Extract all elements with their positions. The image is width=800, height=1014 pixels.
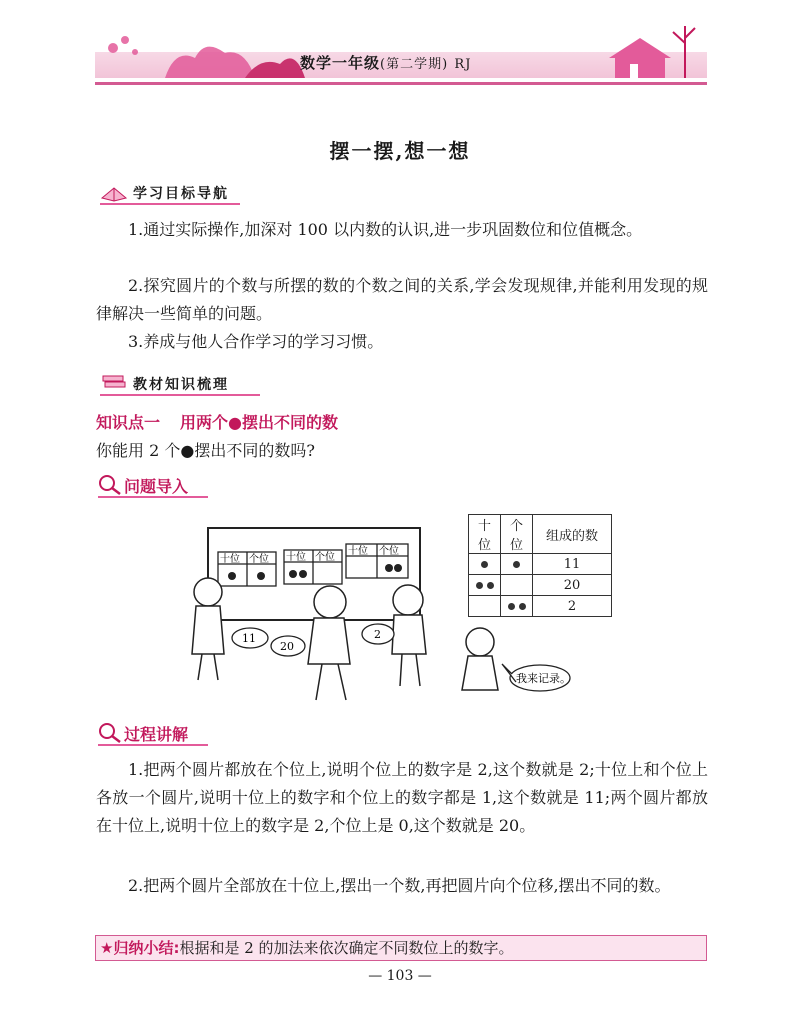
table-row [469, 575, 612, 596]
goal-item: 2.探究圆片的个数与所摆的数的个数之间的关系,学会发现规律,并能利用发现的规律解决一些简单的问题。 [96, 276, 708, 323]
goals-book-icon [100, 182, 128, 202]
process-paragraph: 2.把两个圆片全部放在十位上,摆出一个数,再把圆片向个位移,摆出不同的数。 [128, 876, 671, 895]
board-header-tens: 十位 [286, 552, 306, 563]
header-rule [95, 82, 707, 85]
ones-cell [501, 575, 533, 596]
board-header-tens: 十位 [348, 546, 368, 557]
header-title [300, 52, 471, 73]
process-paragraph: 1.把两个圆片都放在个位上,说明个位上的数字是 2,这个数就是 2;十位上和个位上各放一个圆片,说明十位上的数字和个位上的数字都是 1,这个数就是 11;两个圆片都放在十位上,说明十位上的数字是 2,个位上是 0,这个数就是 20。 [96, 760, 708, 835]
lesson-title: 摆一摆,想一想 [329, 139, 471, 163]
tens-cell [469, 575, 501, 596]
goal-item: 1.通过实际操作,加深对 100 以内数的认识,进一步巩固数位和位值概念。 [128, 220, 643, 239]
counter-dot [519, 603, 526, 610]
column-header: 组成的数 [533, 515, 612, 554]
counter-dot [476, 582, 483, 589]
number-cell: 20 [533, 575, 612, 596]
summary-text: 根据和是 2 的加法来依次确定不同数位上的数字。 [179, 939, 514, 957]
counter-dot [508, 603, 515, 610]
summary-box [95, 935, 707, 961]
number-cell: 11 [533, 554, 612, 575]
tens-cell [469, 596, 501, 617]
bubble-number: 20 [280, 640, 294, 653]
question-text: 你能用 2 个●摆出不同的数吗? [96, 441, 315, 460]
knowledge-point-label: 知识点一 [96, 413, 161, 432]
counter-dot [481, 561, 488, 568]
intro-underline [98, 496, 208, 498]
board-header-ones: 个位 [249, 554, 269, 565]
table-row [469, 596, 612, 617]
bubble-number: 11 [242, 632, 256, 645]
summary-label: ★归纳小结: [100, 939, 180, 957]
goal-item: 3.养成与他人合作学习的学习习惯。 [128, 332, 384, 351]
header-edition: RJ [454, 57, 472, 72]
column-header: 十位 [469, 515, 501, 554]
board-header-ones: 个位 [379, 546, 399, 557]
process-heading: 过程讲解 [124, 725, 189, 744]
column-header: 个位 [501, 515, 533, 554]
tens-cell [469, 554, 501, 575]
process-underline [98, 744, 208, 746]
bubble-number: 2 [374, 628, 381, 641]
board-header-tens: 十位 [220, 554, 240, 565]
ones-cell [501, 596, 533, 617]
header-term: (第二学期) [380, 57, 449, 72]
number-cell: 2 [533, 596, 612, 617]
magnifier-icon [98, 474, 122, 496]
ones-cell [501, 554, 533, 575]
speech-bubble-text: 我来记录。 [516, 672, 571, 685]
table-row [469, 554, 612, 575]
counter-dot [487, 582, 494, 589]
intro-heading: 问题导入 [124, 477, 189, 496]
knowledge-heading: 教材知识梳理 [133, 377, 229, 393]
record-table [468, 514, 612, 617]
knowledge-point-title: 用两个●摆出不同的数 [180, 413, 338, 432]
goals-underline [100, 203, 240, 205]
page-number: — 103 — [368, 968, 432, 984]
knowledge-underline [100, 394, 260, 396]
table-header-row [469, 515, 612, 554]
knowledge-books-icon [100, 372, 128, 392]
goals-heading: 学习目标导航 [133, 186, 229, 202]
header-subject: 数学一年级 [300, 54, 381, 72]
counter-dot [513, 561, 520, 568]
magnifier-icon [98, 722, 122, 744]
board-header-ones: 个位 [315, 552, 335, 563]
